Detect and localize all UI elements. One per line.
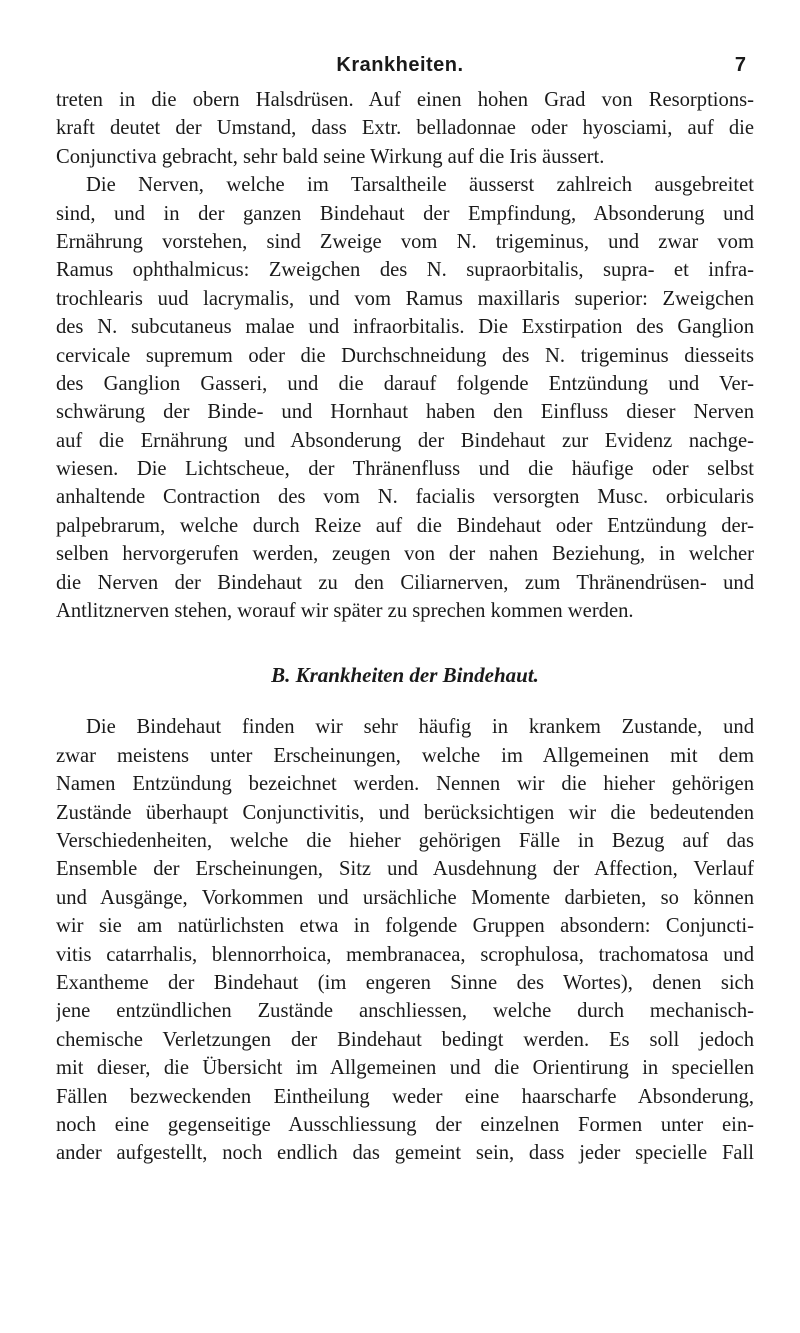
- text-line: chemische Verletzungen der Bindehaut bedingt werden. Es soll jedoch: [56, 1028, 754, 1051]
- text-line: Die Bindehaut finden wir sehr häufig in krankem Zustande, und: [86, 716, 754, 739]
- text-line: Zustände überhaupt Conjunctivitis, und berücksichtigen wir die bedeutenden: [56, 801, 754, 824]
- text-line: Die Nerven, welche im Tarsaltheile äusserst zahlreich ausgebreitet: [86, 174, 754, 197]
- text-line: Exantheme der Bindehaut (im engeren Sinne des Wortes), denen sich: [56, 971, 754, 994]
- text-line: Ramus ophthalmicus: Zweigchen des N. supraorbitalis, supra- et infra-: [56, 259, 754, 282]
- text-line: zwar meistens unter Erscheinungen, welche im Allgemeinen mit dem: [56, 744, 754, 767]
- text-line: wiesen. Die Lichtscheue, der Thränenfluss und die häufige oder selbst: [56, 458, 754, 481]
- running-title: Krankheiten.: [336, 54, 464, 76]
- text-line: ander aufgestellt, noch endlich das gemeint sein, dass jeder specielle Fall: [56, 1142, 754, 1165]
- page-number: 7: [734, 54, 746, 76]
- text-line: die Nerven der Bindehaut zu den Ciliarnerven, zum Thränendrüsen- und: [56, 571, 754, 594]
- text-line: schwärung der Binde- und Hornhaut haben den Einfluss dieser Nerven: [56, 401, 754, 424]
- text-line: Fällen bezweckenden Eintheilung weder eine haarscharfe Absonderung,: [56, 1085, 754, 1108]
- text-line: Antlitznerven stehen, worauf wir später zu sprechen kommen werden.: [56, 600, 634, 623]
- text-line: treten in die obern Halsdrüsen. Auf einen hohen Grad von Resorptions-: [56, 89, 754, 111]
- text-line: wir sie am natürlichsten etwa in folgende Gruppen absondern: Conjuncti-: [56, 915, 754, 938]
- text-line: mit dieser, die Übersicht im Allgemeinen und die Orientirung in speciellen: [56, 1057, 754, 1080]
- text-line: vitis catarrhalis, blennorrhoica, membranacea, scrophulosa, trachomatosa und: [56, 943, 754, 966]
- text-line: Verschiedenheiten, welche die hieher gehörigen Fälle in Bezug auf das: [56, 829, 754, 852]
- body-text: [56, 86, 754, 1168]
- text-line: jene entzündlichen Zustände anschliessen, welche durch mechanisch-: [56, 1000, 754, 1023]
- text-line: sind, und in der ganzen Bindehaut der Empfindung, Absonderung und: [56, 202, 754, 225]
- text-line: Namen Entzündung bezeichnet werden. Nennen wir die hieher gehörigen: [56, 773, 754, 796]
- text-line: noch eine gegenseitige Ausschliessung der einzelnen Formen unter ein-: [56, 1113, 754, 1136]
- text-line: Conjunctiva gebracht, sehr bald seine Wirkung auf die Iris äussert.: [56, 145, 605, 168]
- text-line: des Ganglion Gasseri, und die darauf folgende Entzündung und Ver-: [56, 372, 754, 395]
- text-line: trochlearis uud lacrymalis, und vom Ramus maxillaris superior: Zweigchen: [56, 287, 754, 310]
- text-line: cervicale supremum oder die Durchschneidung des N. trigeminus diesseits: [56, 344, 754, 367]
- paragraph-resorption: [56, 86, 754, 171]
- text-line: auf die Ernährung und Absonderung der Bindehaut zur Evidenz nachge-: [56, 429, 754, 452]
- running-head: [0, 54, 800, 84]
- text-line: selben hervorgerufen werden, zeugen von der nahen Beziehung, in welcher: [56, 543, 754, 566]
- section-heading: B. Krankheiten der Bindehaut.: [271, 663, 539, 688]
- paragraph-conjunctivitis: [56, 713, 754, 1167]
- text-line: und Ausgänge, Vorkommen und ursächliche Momente darbieten, so können: [56, 886, 754, 909]
- text-line: anhaltende Contraction des vom N. facialis versorgten Musc. orbicularis: [56, 486, 754, 509]
- text-line: Ernährung vorstehen, sind Zweige vom N. trigeminus, und zwar vom: [56, 230, 754, 253]
- paragraph-nerves: [56, 171, 754, 625]
- text-line: palpebrarum, welche durch Reize auf die Bindehaut oder Entzündung der-: [56, 514, 754, 537]
- text-line: Ensemble der Erscheinungen, Sitz und Ausdehnung der Affection, Verlauf: [56, 858, 754, 881]
- text-line: kraft deutet der Umstand, dass Extr. belladonnae oder hyosciami, auf die: [56, 117, 754, 140]
- text-line: des N. subcutaneus malae und infraorbitalis. Die Exstirpation des Ganglion: [56, 316, 754, 339]
